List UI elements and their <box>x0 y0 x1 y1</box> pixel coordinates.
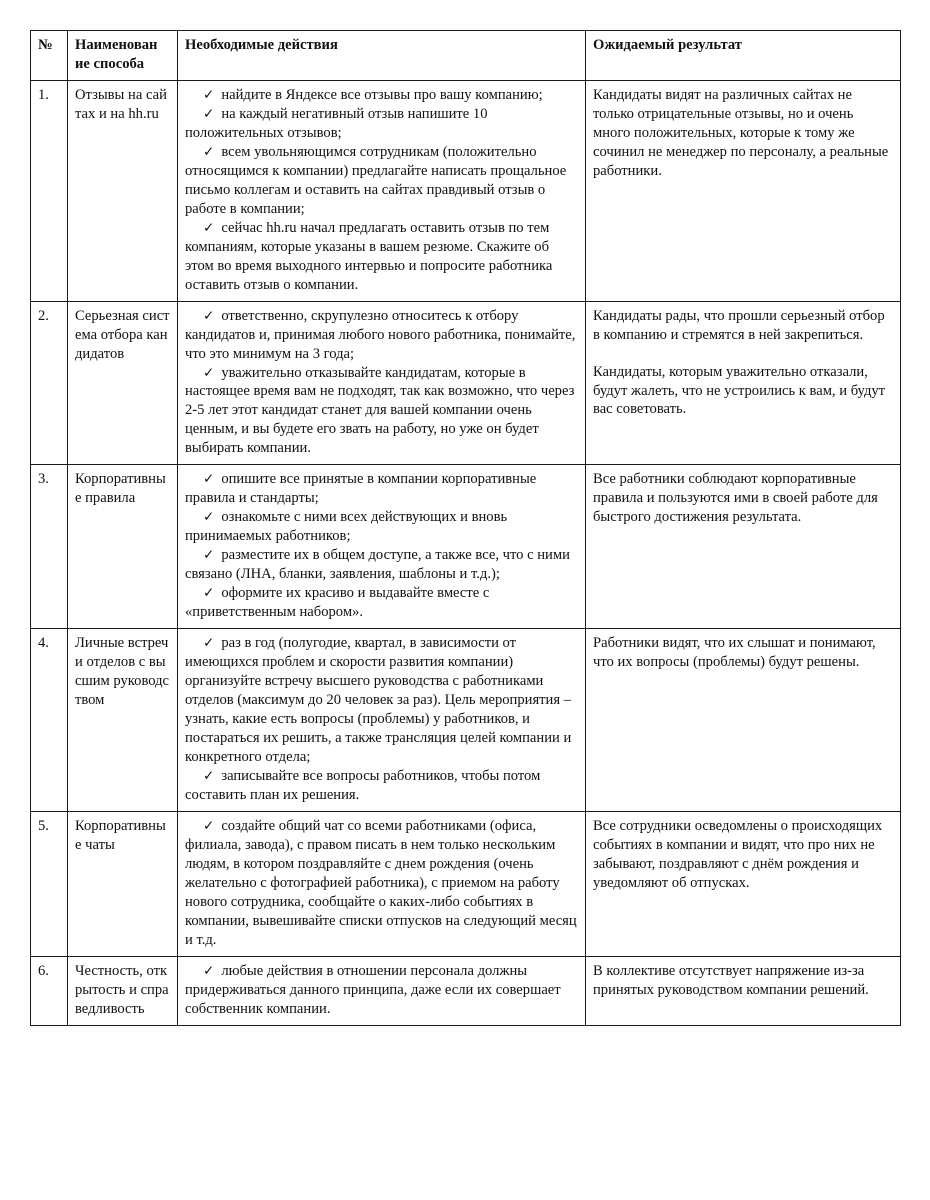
result-paragraph: Работники видят, что их слышат и понимают, что их вопросы (проблемы) будут решены. <box>593 635 876 671</box>
required-actions-cell <box>178 629 586 812</box>
action-checklist <box>185 470 578 622</box>
action-item <box>185 86 578 105</box>
expected-result-cell <box>586 811 901 956</box>
check-icon: ✓ <box>203 471 215 487</box>
check-icon: ✓ <box>203 547 215 563</box>
hr-methods-table <box>30 30 901 1026</box>
result-paragraph: Кандидаты рады, что прошли серьезный отбор в компанию и стремятся в ней закрепиться. <box>593 307 885 343</box>
table-row <box>31 811 901 956</box>
row-number: 5. <box>31 811 68 956</box>
check-icon: ✓ <box>203 364 215 380</box>
action-checklist <box>185 307 578 459</box>
check-icon: ✓ <box>203 585 215 601</box>
result-paragraph: В коллективе отсутствует напряжение из-за принятых руководством компании решений. <box>593 962 869 998</box>
check-icon: ✓ <box>203 219 215 235</box>
check-icon: ✓ <box>203 635 215 651</box>
required-actions-cell <box>178 80 586 301</box>
required-actions-cell <box>178 956 586 1025</box>
method-name: Личные встречи отделов с высшим руководством <box>68 629 178 812</box>
action-item-text: на каждый негативный отзыв напишите 10 положительных отзывов; <box>185 105 488 141</box>
table-row <box>31 956 901 1025</box>
action-item-text: разместите их в общем доступе, а также все, что с ними связано (ЛНА, бланки, заявления, шаблоны и т.д.); <box>185 547 570 583</box>
action-item <box>185 508 578 546</box>
action-item <box>185 634 578 767</box>
table-row <box>31 465 901 629</box>
method-name: Корпоративные правила <box>68 465 178 629</box>
check-icon: ✓ <box>203 307 215 323</box>
check-icon: ✓ <box>203 105 215 121</box>
action-item <box>185 364 578 459</box>
row-number: 6. <box>31 956 68 1025</box>
check-icon: ✓ <box>203 143 215 159</box>
action-item <box>185 546 578 584</box>
result-paragraph: Все работники соблюдают корпоративные правила и пользуются ими в своей работе для быстрого достижения результата. <box>593 471 878 526</box>
row-number: 2. <box>31 301 68 465</box>
action-item-text: создайте общий чат со всеми работниками (офиса, филиала, завода), с правом писать в нем только нескольким людям, в котором поздравляйте с днем рождения (очень желательно с фотографией работника), с приемом на работу нового сотрудника, сообщайте о каких-либо событиях в компании, вывешивайте списки отпусков на следующий месяц и т.д. <box>185 817 577 948</box>
expected-result-cell <box>586 956 901 1025</box>
result-paragraph: Кандидаты, которым уважительно отказали, будут жалеть, что не устроились к вам, и будут вас советовать. <box>593 363 886 418</box>
check-icon: ✓ <box>203 767 215 783</box>
row-number: 1. <box>31 80 68 301</box>
action-checklist <box>185 962 578 1019</box>
method-name: Отзывы на сайтах и на hh.ru <box>68 80 178 301</box>
action-item <box>185 584 578 622</box>
expected-result-cell <box>586 629 901 812</box>
action-item-text: раз в год (полугодие, квартал, в зависимости от имеющихся проблем и скорости развития компании) организуйте встречу высшего руководства с работниками отделов (максимум до 20 человек за раз). Цель мероприятия – узнать, какие есть вопросы (проблемы) у работников, и постараться их решить, а также трансляция целей компании и конкретного отдела; <box>185 635 572 765</box>
table-header-row <box>31 31 901 81</box>
action-item <box>185 817 578 950</box>
column-header-number: № <box>31 31 68 81</box>
result-paragraph: Все сотрудники осведомлены о происходящих событиях в компании и видят, что про них не забывают, поздравляют с днём рождения и уведомляют об отпусках. <box>593 817 883 891</box>
table-header <box>31 31 901 81</box>
column-header-required-actions: Необходимые действия <box>178 31 586 81</box>
result-paragraph: Кандидаты видят на различных сайтах не только отрицательные отзывы, но и очень много положительных, которые к тому же сочинил не менеджер по персоналу, а реальные работники. <box>593 86 889 179</box>
action-checklist <box>185 634 578 805</box>
method-name: Корпоративные чаты <box>68 811 178 956</box>
action-item-text: опишите все принятые в компании корпоративные правила и стандарты; <box>185 471 537 507</box>
action-item <box>185 307 578 364</box>
expected-result-cell <box>586 465 901 629</box>
check-icon: ✓ <box>203 962 215 978</box>
action-item <box>185 470 578 508</box>
method-name: Серьезная система отбора кандидатов <box>68 301 178 465</box>
table-row <box>31 629 901 812</box>
action-item <box>185 962 578 1019</box>
method-name: Честность, открытость и справедливость <box>68 956 178 1025</box>
check-icon: ✓ <box>203 817 215 833</box>
action-item-text: записывайте все вопросы работников, чтобы потом составить план их решения. <box>185 767 541 803</box>
row-number: 4. <box>31 629 68 812</box>
column-header-expected-result: Ожидаемый результат <box>586 31 901 81</box>
required-actions-cell <box>178 301 586 465</box>
expected-result-cell <box>586 301 901 465</box>
required-actions-cell <box>178 811 586 956</box>
action-item-text: найдите в Яндексе все отзывы про вашу компанию; <box>221 86 543 103</box>
action-item-text: всем увольняющимся сотрудникам (положительно относящимся к компании) предлагайте написать прощальное письмо коллегам и оставить на сайтах правдивый отзыв о работе в компании; <box>185 143 567 217</box>
action-item <box>185 219 578 295</box>
action-checklist <box>185 817 578 950</box>
row-number: 3. <box>31 465 68 629</box>
action-item-text: оформите их красиво и выдавайте вместе с «приветственным набором». <box>185 585 490 621</box>
action-item-text: ознакомьте с ними всех действующих и вновь принимаемых работников; <box>185 509 508 545</box>
action-checklist <box>185 86 578 295</box>
action-item <box>185 143 578 219</box>
table-body <box>31 80 901 1025</box>
action-item <box>185 105 578 143</box>
column-header-method-name: Наименован ие способа <box>68 31 178 81</box>
action-item <box>185 767 578 805</box>
table-row <box>31 80 901 301</box>
table-row <box>31 301 901 465</box>
required-actions-cell <box>178 465 586 629</box>
action-item-text: уважительно отказывайте кандидатам, которые в настоящее время вам не подходят, так как возможно, что через 2-5 лет этот кандидат станет для вашей компании очень ценным, и вы будете его звать на работу, но уже он будет выбирать компании. <box>185 364 575 457</box>
action-item-text: ответственно, скрупулезно относитесь к отбору кандидатов и, принимая любого нового работника, понимайте, что это минимум на 3 года; <box>185 307 576 362</box>
check-icon: ✓ <box>203 509 215 525</box>
check-icon: ✓ <box>203 86 215 102</box>
action-item-text: сейчас hh.ru начал предлагать оставить отзыв по тем компаниям, которые указаны в вашем резюме. Скажите об этом во время выходного интервью и попросите работника оставить отзыв о компании. <box>185 219 553 293</box>
action-item-text: любые действия в отношении персонала должны придерживаться данного принципа, даже если их совершает собственник компании. <box>185 962 561 1017</box>
expected-result-cell <box>586 80 901 301</box>
